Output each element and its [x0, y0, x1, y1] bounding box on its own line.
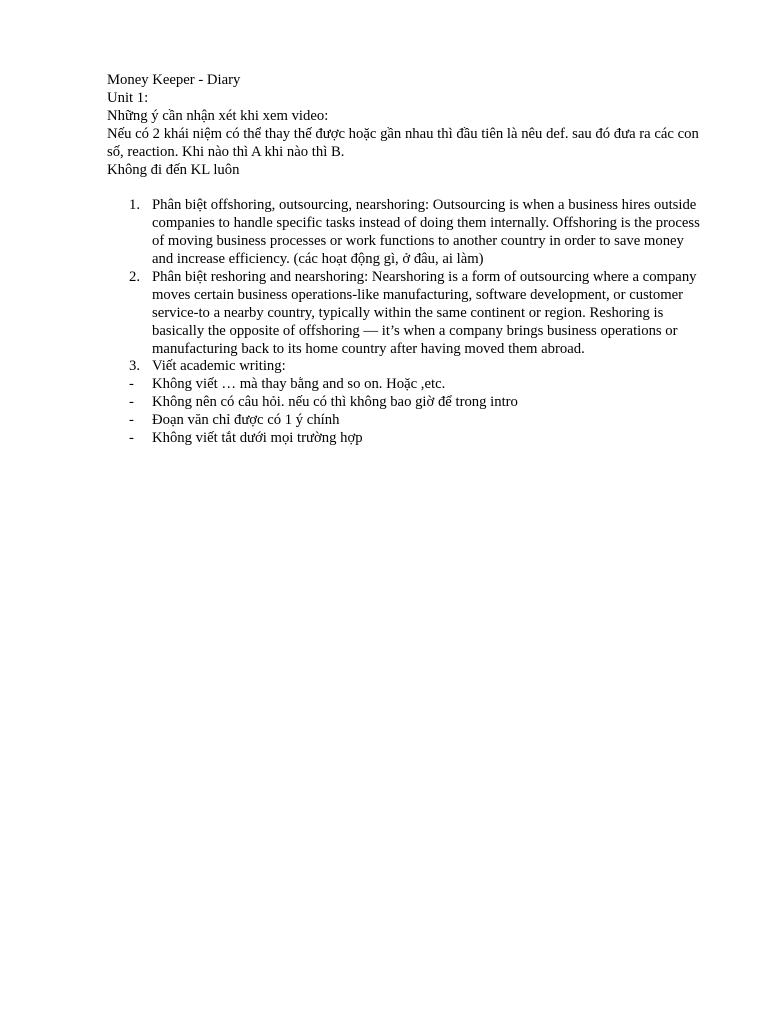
blank-line [107, 179, 707, 197]
document-title: Money Keeper - Diary [107, 72, 241, 88]
dash-marker: - [129, 376, 134, 393]
dash-list-item [107, 376, 707, 394]
dash-marker: - [129, 394, 134, 411]
list-item-text: Viết academic writing: [152, 358, 286, 375]
dash-item-text: Không nên có câu hỏi. nếu có thì không bao giờ để trong intro [152, 394, 518, 411]
dash-item-text: Không viết tắt dưới mọi trường hợp [152, 430, 363, 447]
list-item [107, 269, 707, 359]
dash-list [107, 376, 707, 448]
unit-label: Unit 1: [107, 89, 149, 106]
list-item-text: Phân biệt reshoring and nearshoring: Nearshoring is a form of outsourcing where a company moves certain business operations-like manufacturing, software development, or customer service-to a nearby country, typically within the same continent or region. Reshoring is basically the opposite of offshoring — it’s when a company brings business operations or manufacturing back to its home country after having moved them abroad. [152, 268, 697, 357]
list-item [107, 197, 707, 269]
list-item [107, 358, 707, 376]
intro-heading: Những ý cần nhận xét khi xem video: [107, 107, 329, 124]
list-number: 2. [129, 268, 141, 285]
document-body [107, 72, 707, 448]
numbered-list [107, 197, 707, 376]
dash-item-text: Không viết … mà thay bằng and so on. Hoặc ,etc. [152, 376, 446, 393]
dash-marker: - [129, 430, 134, 447]
intro-note: Không đi đến KL luôn [107, 161, 240, 178]
list-number: 1. [129, 197, 141, 214]
dash-list-item [107, 394, 707, 412]
dash-list-item [107, 412, 707, 430]
dash-item-text: Đoạn văn chỉ được có 1 ý chính [152, 412, 340, 429]
list-item-text: Phân biệt offshoring, outsourcing, nearshoring: Outsourcing is when a business hires outside companies to handle specific tasks instead of doing them internally. Offshoring is the process of moving business processes or work functions to another country in order to save money and increase efficiency. (các hoạt động gì, ở đâu, ai làm) [152, 197, 700, 268]
dash-list-item [107, 430, 707, 448]
list-number: 3. [129, 358, 141, 375]
intro-text: Nếu có 2 khái niệm có thể thay thế được hoặc gần nhau thì đầu tiên là nêu def. sau đó đưa ra các con số, reaction. Khi nào thì A khi nào thì B. [107, 125, 699, 160]
dash-marker: - [129, 412, 134, 429]
